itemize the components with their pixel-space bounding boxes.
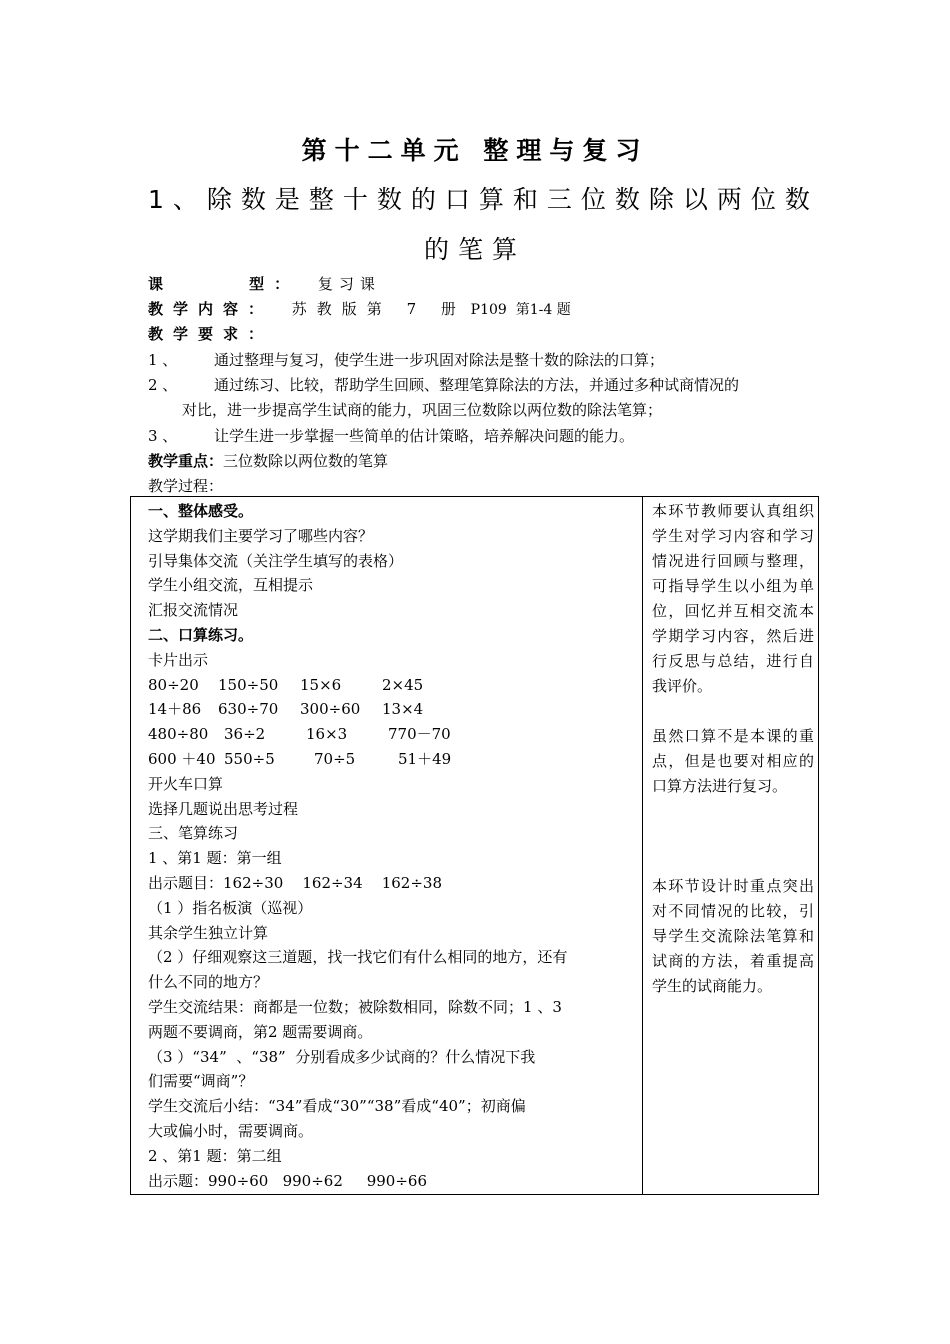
- calc-row-2: [148, 697, 638, 722]
- calc-item: 770－70: [388, 725, 451, 744]
- section-2-heading: 二、口算练习。: [148, 625, 254, 644]
- section-1-heading: 一、整体感受。: [148, 502, 254, 520]
- calc-row-3: [148, 722, 638, 747]
- step-line: 两题不要调商，第2 题需要调商。: [148, 1022, 373, 1041]
- lesson-content-pages: P109 第1-4 题: [470, 302, 571, 318]
- requirement-2: [148, 373, 818, 398]
- calc-item: 600 ＋40: [148, 749, 216, 768]
- note-2: 虽然口算不是本课的重点，但是也要对相应的口算方法进行复习。: [652, 727, 814, 795]
- step-line: 2 、第1 题：第二组: [148, 1146, 282, 1165]
- calc-item: 80÷20: [148, 675, 199, 694]
- calc-item: 70÷5: [314, 749, 356, 768]
- calc-item: 51＋49: [398, 749, 452, 768]
- step-line: 这学期我们主要学习了哪些内容？: [148, 526, 374, 545]
- step-line: 什么不同的地方？: [148, 973, 269, 992]
- lesson-type-label: 课 型：: [148, 275, 300, 293]
- key-point-value: 三位数除以两位数的笔算: [223, 452, 389, 470]
- column-divider: [642, 497, 643, 1194]
- requirement-1-text: 通过整理与复习，使学生进一步巩固对除法是整十数的除法的口算；: [214, 351, 665, 369]
- calc-row-4: [148, 747, 638, 772]
- calc-item: 150÷50: [218, 675, 279, 694]
- step-line: 出示题：990÷60 990÷62 990÷66: [148, 1171, 428, 1190]
- process-label: 教学过程：: [148, 477, 224, 495]
- step-line: 1 、第1 题：第一组: [148, 849, 282, 868]
- step-line: （1 ）指名板演（巡视）: [148, 898, 313, 917]
- calc-item: 16×3: [306, 725, 348, 744]
- calc-row-1: [148, 673, 638, 698]
- requirement-3: [148, 424, 818, 449]
- section-3-heading: 三、笔算练习: [148, 824, 239, 843]
- note-3: 本环节设计时重点突出对不同情况的比较，引导学生交流除法笔算和试商的方法，着重提高学生的试商能力。: [652, 877, 814, 995]
- step-line: 出示题目：162÷30 162÷34 162÷38: [148, 873, 443, 892]
- step-line: 选择几题说出思考过程: [148, 799, 299, 818]
- calc-item: 550÷5: [224, 749, 275, 768]
- lesson-req-label: 教学要求：: [148, 325, 274, 343]
- requirement-2-num: 2 、: [148, 376, 178, 394]
- process-steps-column: [148, 499, 638, 1193]
- key-point-row: [148, 449, 818, 474]
- step-line: （2 ）仔细观察这三道题，找一找它们有什么相同的地方，还有: [148, 948, 568, 967]
- note-1: 本环节教师要认真组织学生对学习内容和学习情况进行回顾与整理，可指导学生以小组为单位，回忆并互相交流本学期学习内容，然后进行反思与总结，进行自我评价。: [652, 502, 814, 695]
- lesson-req-row: [148, 322, 273, 347]
- key-point-label: 教学重点：: [148, 452, 224, 470]
- lesson-process-table: [130, 496, 819, 1195]
- teacher-notes-column: [652, 499, 814, 999]
- step-line: 卡片出示: [148, 650, 209, 669]
- step-line: 们需要“调商”？: [148, 1072, 254, 1091]
- step-line: 学生交流结果：商都是一位数；被除数相同，除数不同；1 、3: [148, 997, 562, 1016]
- lesson-type-value: 复习课: [317, 275, 381, 293]
- requirement-3-text: 让学生进一步掌握一些简单的估计策略，培养解决问题的能力。: [214, 427, 635, 445]
- calc-item: 630÷70: [218, 700, 279, 719]
- calc-item: 15×6: [300, 675, 342, 694]
- calc-item: 13×4: [382, 700, 424, 719]
- requirement-2-text: 通过练习、比较，帮助学生回顾、整理笔算除法的方法，并通过多种试商情况的: [214, 376, 740, 394]
- step-line: 汇报交流情况: [148, 601, 239, 620]
- requirement-2-cont: 对比，进一步提高学生试商的能力，巩固三位数除以两位数的除法笔算；: [182, 401, 663, 419]
- lesson-title-line2: 的笔算: [423, 235, 526, 264]
- lesson-content-row: [148, 297, 571, 323]
- lesson-content-label: 教学内容：: [148, 300, 274, 318]
- step-line: 学生交流后小结：“34”看成“30”“38”看成“40”；初商偏: [148, 1097, 526, 1116]
- calc-item: 2×45: [382, 675, 424, 694]
- step-line: 学生小组交流，互相提示: [148, 576, 314, 595]
- page-title: 第十二单元 整理与复习: [301, 136, 649, 165]
- lesson-content-value: 苏教版第 7 册: [291, 300, 466, 318]
- calc-item: 480÷80: [148, 725, 209, 744]
- calc-item: 14＋86: [148, 700, 202, 719]
- calc-item: 36÷2: [224, 725, 266, 744]
- step-line: （3 ）“34” 、“38” 分别看成多少试商的？什么情况下我: [148, 1047, 536, 1066]
- step-line: 开火车口算: [148, 774, 224, 793]
- requirement-3-num: 3 、: [148, 427, 178, 445]
- requirement-1-num: 1 、: [148, 351, 178, 369]
- calc-item: 300÷60: [300, 700, 361, 719]
- lesson-type-row: [148, 272, 381, 297]
- step-line: 其余学生独立计算: [148, 923, 269, 942]
- step-line: 引导集体交流（关注学生填写的表格）: [148, 551, 404, 570]
- requirement-1: [148, 348, 818, 373]
- lesson-title-line1: 1、除数是整十数的口算和三位数除以两位数: [148, 185, 819, 214]
- step-line: 大或偏小时，需要调商。: [148, 1121, 314, 1140]
